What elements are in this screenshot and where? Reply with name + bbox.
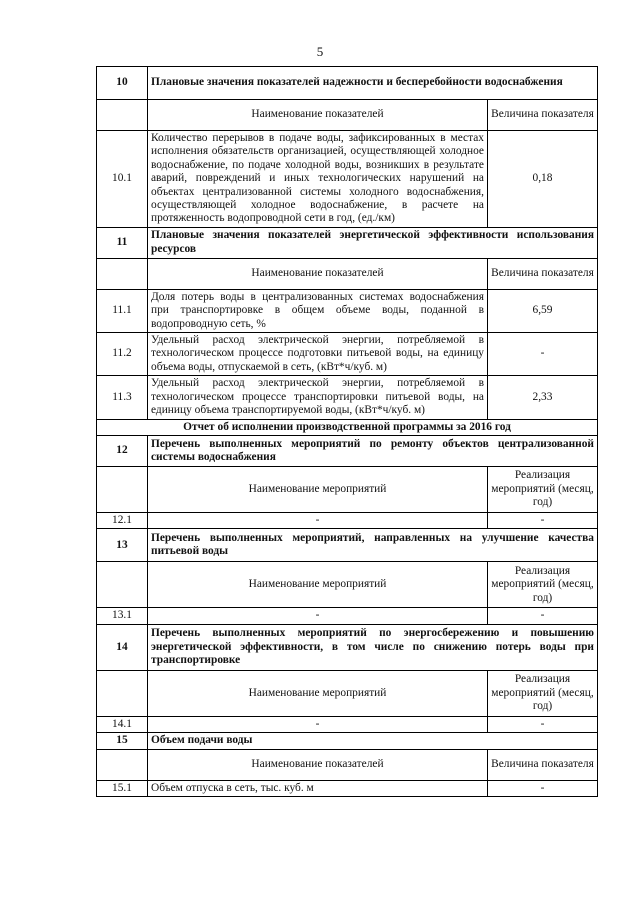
- row-text: -: [148, 716, 488, 732]
- section-number: 10: [97, 67, 148, 100]
- report-header-row: [97, 419, 598, 435]
- section-title: Плановые значения показателей надежности и бесперебойности водоснабжения: [148, 67, 598, 100]
- section-title: Объем подачи воды: [148, 733, 598, 749]
- section-number: 14: [97, 624, 148, 670]
- section-number: 15: [97, 733, 148, 749]
- report-header: Отчет об исполнении производственной программы за 2016 год: [97, 419, 598, 435]
- section-11-column-header: [97, 258, 598, 289]
- section-11-header: [97, 227, 598, 258]
- table-row: [97, 608, 598, 624]
- row-number: 11.2: [97, 333, 148, 376]
- column-header-name: Наименование мероприятий: [148, 670, 488, 716]
- row-text: -: [148, 608, 488, 624]
- empty-cell: [97, 466, 148, 512]
- row-value: -: [487, 780, 597, 796]
- section-number: 11: [97, 227, 148, 258]
- section-title: Перечень выполненных мероприятий, направленных на улучшение качества питьевой воды: [148, 529, 598, 562]
- document-table: [96, 66, 598, 797]
- row-text: Доля потерь воды в централизованных системах водоснабжения при транспортировке в общем объеме воды, поданной в водопроводную сеть, %: [148, 289, 488, 332]
- empty-cell: [97, 258, 148, 289]
- section-14-header: [97, 624, 598, 670]
- section-15-column-header: [97, 749, 598, 780]
- row-value: -: [487, 512, 597, 528]
- column-header-name: Наименование показателей: [148, 100, 488, 131]
- table-row: [97, 512, 598, 528]
- section-12-header: [97, 435, 598, 466]
- row-value: 2,33: [487, 376, 597, 419]
- empty-cell: [97, 562, 148, 608]
- table-row: [97, 780, 598, 796]
- row-text: -: [148, 512, 488, 528]
- column-header-value: Величина показателя: [487, 258, 597, 289]
- row-number: 13.1: [97, 608, 148, 624]
- row-number: 12.1: [97, 512, 148, 528]
- column-header-value: Реализация мероприятий (месяц, год): [487, 670, 597, 716]
- section-title: Перечень выполненных мероприятий по энергосбережению и повышению энергетической эффективности, в том числе по снижению потерь воды при транспортировке: [148, 624, 598, 670]
- row-text: Удельный расход электрической энергии, потребляемой в технологическом процессе подготовки питьевой воды, на единицу объема воды, отпускаемой в сеть, (кВт*ч/куб. м): [148, 333, 488, 376]
- section-title: Плановые значения показателей энергетической эффективности использования ресурсов: [148, 227, 598, 258]
- section-number: 12: [97, 435, 148, 466]
- table-row: [97, 131, 598, 228]
- column-header-value: Величина показателя: [487, 100, 597, 131]
- column-header-name: Наименование показателей: [148, 258, 488, 289]
- section-15-header: [97, 733, 598, 749]
- row-value: -: [487, 333, 597, 376]
- column-header-value: Величина показателя: [487, 749, 597, 780]
- section-10-header: [97, 67, 598, 100]
- column-header-name: Наименование мероприятий: [148, 466, 488, 512]
- row-value: -: [487, 716, 597, 732]
- table-row: [97, 333, 598, 376]
- page-number: 5: [316, 44, 324, 59]
- section-13-column-header: [97, 562, 598, 608]
- row-number: 11.3: [97, 376, 148, 419]
- section-10-column-header: [97, 100, 598, 131]
- table-row: [97, 289, 598, 332]
- column-header-name: Наименование мероприятий: [148, 562, 488, 608]
- row-number: 15.1: [97, 780, 148, 796]
- row-text: Удельный расход электрической энергии, потребляемой в технологическом процессе транспортировки питьевой воды, на единицу объема транспортируемой воды, (кВт*ч/куб. м): [148, 376, 488, 419]
- section-13-header: [97, 529, 598, 562]
- row-value: 6,59: [487, 289, 597, 332]
- row-text: Объем отпуска в сеть, тыс. куб. м: [148, 780, 488, 796]
- row-value: 0,18: [487, 131, 597, 228]
- empty-cell: [97, 670, 148, 716]
- row-text: Количество перерывов в подаче воды, зафиксированных в местах исполнения обязательств организацией, осуществляющей холодное водоснабжение, по подаче холодной воды, возникших в результате аварий, повреждений и иных технологических нарушений на объектах централизованной системы холодного водоснабжения, осуществляющей холодное водоснабжение, в расчете на протяженность водопроводной сети в год, (ед./км): [148, 131, 488, 228]
- section-title: Перечень выполненных мероприятий по ремонту объектов централизованной системы водоснабжения: [148, 435, 598, 466]
- section-14-column-header: [97, 670, 598, 716]
- empty-cell: [97, 749, 148, 780]
- row-number: 11.1: [97, 289, 148, 332]
- section-number: 13: [97, 529, 148, 562]
- row-number: 14.1: [97, 716, 148, 732]
- column-header-value: Реализация мероприятий (месяц, год): [487, 562, 597, 608]
- table-row: [97, 376, 598, 419]
- row-value: -: [487, 608, 597, 624]
- column-header-value: Реализация мероприятий (месяц, год): [487, 466, 597, 512]
- empty-cell: [97, 100, 148, 131]
- section-12-column-header: [97, 466, 598, 512]
- row-number: 10.1: [97, 131, 148, 228]
- table-row: [97, 716, 598, 732]
- column-header-name: Наименование показателей: [148, 749, 488, 780]
